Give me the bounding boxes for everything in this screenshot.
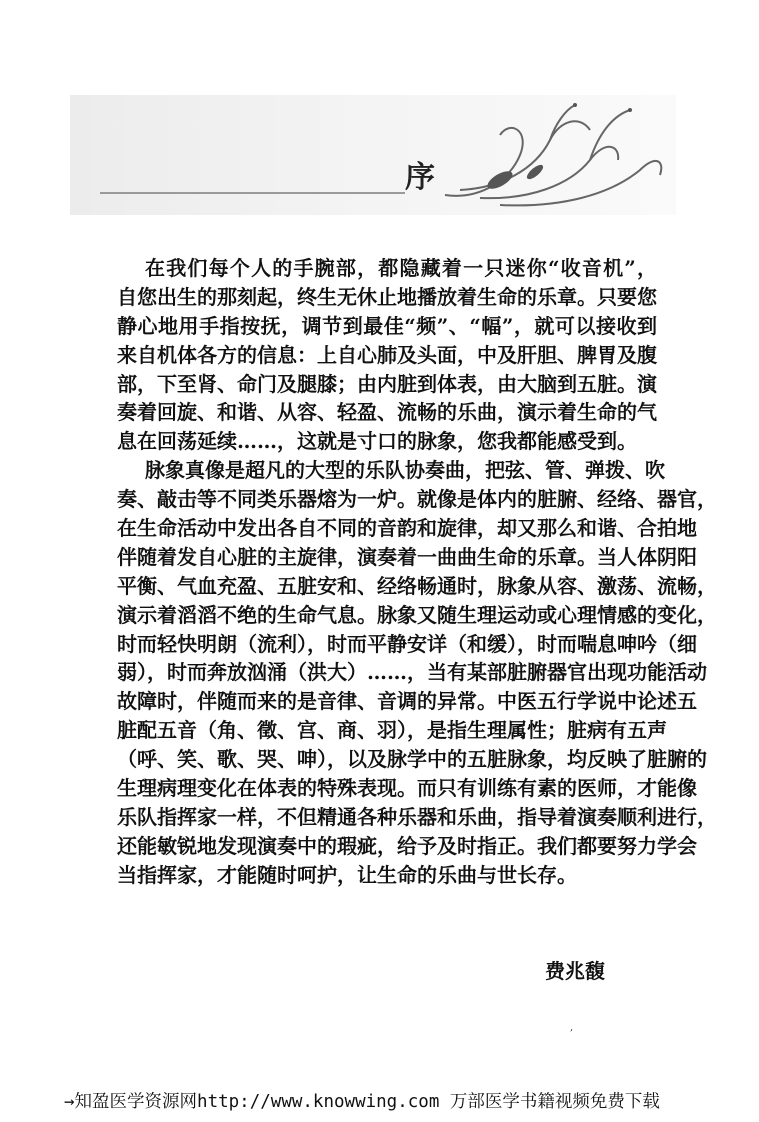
text-line: 自您出生的那刻起，终生无休止地播放着生命的乐章。只要您 <box>117 284 657 309</box>
footer-watermark: →知盈医学资源网http://www.knowwing.com 万部医学书籍视频免费下载 <box>64 1092 660 1112</box>
author-signature: 费兆馥 <box>545 959 605 983</box>
text-line: 奏、敲击等不同类乐器熔为一炉。就像是体内的脏腑、经络、器官， <box>117 487 717 512</box>
page-title: 序 <box>405 160 435 195</box>
text-line: 奏着回旋、和谐、从容、轻盈、流畅的乐曲，演示着生命的气 <box>117 400 657 425</box>
text-line: 在生命活动中发出各自不同的音韵和旋律，却又那么和谐、合拍地 <box>117 516 697 541</box>
text-line: 演示着滔滔不绝的生命气息。脉象又随生理运动或心理情感的变化， <box>117 602 717 627</box>
text-line: 生理病理变化在体表的特殊表现。而只有训练有素的医师，才能像 <box>117 776 697 801</box>
text-line: 伴随着发自心脏的主旋律，演奏着一曲曲生命的乐章。当人体阴阳 <box>117 544 697 569</box>
text-line: 息在回荡延续……，这就是寸口的脉象，您我都能感受到。 <box>117 429 637 454</box>
preface-body <box>117 254 717 890</box>
text-line: 静心地用手指按抚，调节到最佳“频”、“幅”，就可以接收到 <box>117 313 657 338</box>
text-line: 乐队指挥家一样，不但精通各种乐器和乐曲，指导着演奏顺利进行， <box>117 804 717 829</box>
text-line: 来自机体各方的信息：上自心肺及头面，中及肝胆、脾胃及腹 <box>117 342 657 367</box>
header-rule <box>100 192 405 194</box>
text-line: 在我们每个人的手腕部，都隐藏着一只迷你“收音机”， <box>145 256 657 280</box>
text-line: 脉象真像是超凡的大型的乐队协奏曲，把弦、管、弹拨、吹 <box>145 458 665 483</box>
text-line: 故障时，伴随而来的是音律、音调的异常。中医五行学说中论述五 <box>117 689 697 714</box>
speck: , <box>570 1022 574 1033</box>
text-line: 当指挥家，才能随时呵护，让生命的乐曲与世长存。 <box>117 862 577 887</box>
text-line: 弱），时而奔放汹涌（洪大）……，当有某部脏腑器官出现功能活动 <box>117 660 707 685</box>
text-line: 部，下至肾、命门及腿膝；由内脏到体表，由大脑到五脏。演 <box>117 371 657 396</box>
floral-ornament-icon <box>440 100 670 210</box>
text-line: 脏配五音（角、徵、宫、商、羽），是指生理属性；脏病有五声 <box>117 718 667 743</box>
text-line: （呼、笑、歌、哭、呻），以及脉学中的五脏脉象，均反映了脏腑的 <box>117 747 707 772</box>
text-line: 平衡、气血充盈、五脏安和、经络畅通时，脉象从容、激荡、流畅， <box>117 573 717 598</box>
text-line: 还能敏锐地发现演奏中的瑕疵，给予及时指正。我们都要努力学会 <box>117 833 697 858</box>
text-line: 时而轻快明朗（流利），时而平静安详（和缓），时而喘息呻吟（细 <box>117 631 697 656</box>
